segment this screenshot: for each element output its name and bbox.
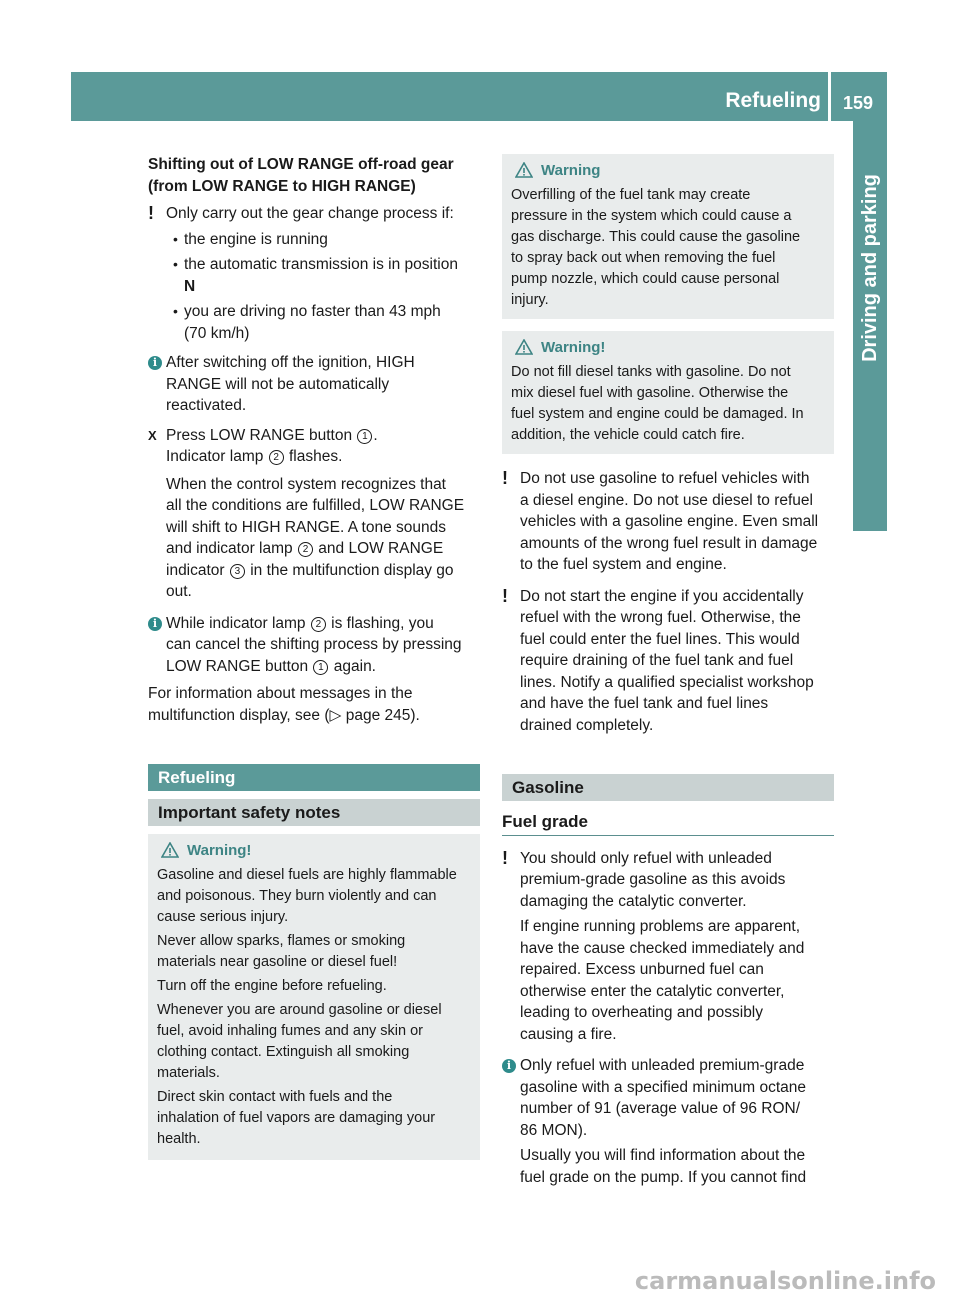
left-column bbox=[148, 154, 480, 1160]
subheading-fuel-grade: Fuel grade bbox=[502, 811, 834, 836]
exclamation-icon: ! bbox=[502, 847, 508, 868]
step-paragraph: When the control system recognizes that all the conditions are fulfilled, LOW RANGE will shift to HIGH RANGE. A tone sounds and indicator lamp 2 and LOW RANGE indicator 3 in the multifunction display go out. bbox=[166, 475, 465, 600]
caution-note: ! Do not start the engine if you accidentally refuel with the wrong fuel. Otherwise, the fuel could enter the fuel lines. This would require draining of the fuel tank and fuel lines. Notify a qualified specialist workshop and have the fuel tank and fuel lines drained completely. bbox=[502, 585, 814, 734]
warning-title: Warning bbox=[511, 160, 826, 181]
caution-note: ! You should only refuel with unleaded premium-grade gasoline as this avoids damaging the catalytic converter. If engine running problems are apparent, have the cause checked immediately and repaired. Excess unburned fuel can otherwise enter the catalytic converter, leading to overheating and possibly causing a fire. bbox=[502, 848, 834, 1046]
warning-paragraph: Whenever you are around gasoline or diesel fuel, avoid inhaling fumes and any skin or clothing contact. Extinguish all smoking materials. bbox=[157, 1002, 442, 1081]
section-heading-gasoline: Gasoline bbox=[502, 774, 834, 801]
callout-2: 2 bbox=[298, 542, 313, 557]
list-item: • the engine is running bbox=[148, 229, 480, 251]
warning-paragraph: Gasoline and diesel fuels are highly flammable and poisonous. They burn violently and can cause serious injury. bbox=[157, 867, 457, 925]
list-item: • you are driving no faster than 43 mph (70 km/h) bbox=[173, 303, 441, 342]
section-heading-refueling: Refueling bbox=[148, 764, 480, 791]
shift-heading: Shifting out of LOW RANGE off-road gear (from LOW RANGE to HIGH RANGE) bbox=[148, 156, 454, 195]
info-note: i Only refuel with unleaded premium-grade gasoline with a specified minimum octane number of 91 (average value of 96 RON/ 86 MON). Usually you will find information about the fuel grade on the pump. If you cannot find bbox=[502, 1055, 834, 1188]
exclamation-icon: ! bbox=[502, 585, 508, 606]
side-tab-marker bbox=[853, 470, 887, 530]
callout-3: 3 bbox=[230, 564, 245, 579]
info-icon: i bbox=[148, 356, 162, 370]
right-column bbox=[502, 154, 834, 1188]
side-tab-text: Driving and parking bbox=[859, 174, 881, 362]
section-heading-safety: Important safety notes bbox=[148, 799, 480, 826]
warning-paragraph: Turn off the engine before refueling. bbox=[157, 978, 387, 994]
bullet-icon: • bbox=[173, 256, 178, 272]
caution-note: ! Only carry out the gear change process if: bbox=[148, 203, 454, 223]
warning-paragraph: Overfilling of the fuel tank may create pressure in the system which could cause a gas discharge. This could cause the gasoline to spray back out when removing the fuel pump nozzle, which could cause personal injury. bbox=[511, 187, 801, 308]
header-bar bbox=[71, 72, 887, 121]
info-note: i While indicator lamp 2 is flashing, you can cancel the shifting process by pressing LOW RANGE button 1 again. bbox=[148, 613, 480, 678]
warning-paragraph: Do not fill diesel tanks with gasoline. Do not mix diesel fuel with gasoline. Otherwise the fuel system and engine could be damaged. In addition, the vehicle could catch fire. bbox=[511, 364, 804, 443]
bullet-icon: • bbox=[173, 230, 178, 247]
arrow-icon: X bbox=[148, 427, 157, 443]
page-section-title: Refueling bbox=[725, 89, 821, 112]
cross-reference: For information about messages in the multifunction display, see (▷ page 245). bbox=[148, 685, 420, 724]
warning-box bbox=[502, 154, 834, 319]
caution-note: ! Do not use gasoline to refuel vehicles with a diesel engine. Do not use diesel to refuel vehicles with a gasoline engine. Even small amounts of the wrong fuel result in damage to the fuel system and engine. bbox=[502, 468, 819, 573]
watermark: carmanualsonline.info bbox=[634, 1266, 936, 1295]
info-icon: i bbox=[502, 1059, 516, 1073]
exclamation-icon: ! bbox=[148, 203, 154, 223]
warning-box bbox=[148, 834, 480, 1160]
warning-box bbox=[502, 331, 834, 454]
info-note: i After switching off the ignition, HIGH RANGE will not be automatically reactivated. bbox=[148, 352, 480, 417]
page-ref-icon: ▷ bbox=[329, 706, 346, 724]
caution-paragraph: If engine running problems are apparent, have the cause checked immediately and repaired. Excess unburned fuel can otherwise enter the catalytic converter, leading to overheating and possibly causing a fire. bbox=[520, 918, 805, 1043]
list-item: • the automatic transmission is in position N bbox=[173, 256, 458, 295]
info-icon: i bbox=[148, 617, 162, 631]
exclamation-icon: ! bbox=[502, 468, 508, 488]
header-divider bbox=[828, 72, 831, 121]
info-paragraph: Usually you will find information about the fuel grade on the pump. If you cannot find bbox=[520, 1147, 807, 1186]
callout-2: 2 bbox=[311, 617, 326, 632]
warning-title: Warning! bbox=[511, 337, 826, 358]
warning-paragraph: Direct skin contact with fuels and the inhalation of fuel vapors are damaging your health. bbox=[157, 1089, 436, 1147]
warning-triangle-icon bbox=[161, 842, 179, 858]
warning-paragraph: Never allow sparks, flames or smoking materials near gasoline or diesel fuel! bbox=[157, 933, 406, 970]
callout-1: 1 bbox=[313, 660, 328, 675]
page-ref-link[interactable]: page 245). bbox=[345, 706, 420, 724]
warning-triangle-icon bbox=[515, 162, 533, 178]
callout-2: 2 bbox=[269, 450, 284, 465]
callout-1: 1 bbox=[357, 429, 372, 444]
warning-title: Warning! bbox=[157, 840, 472, 861]
instruction-step: X Press LOW RANGE button 1 . Indicator lamp 2 flashes. When the control system recognizes that all the conditions are fulfilled, LOW RANGE will shift to HIGH RANGE. A tone sounds and indicator lamp 2 and LOW RANGE indicator 3 in the multifunction display go out. bbox=[148, 425, 480, 603]
bullet-icon: • bbox=[173, 303, 178, 319]
page-number: 159 bbox=[843, 93, 874, 113]
warning-triangle-icon bbox=[515, 339, 533, 355]
